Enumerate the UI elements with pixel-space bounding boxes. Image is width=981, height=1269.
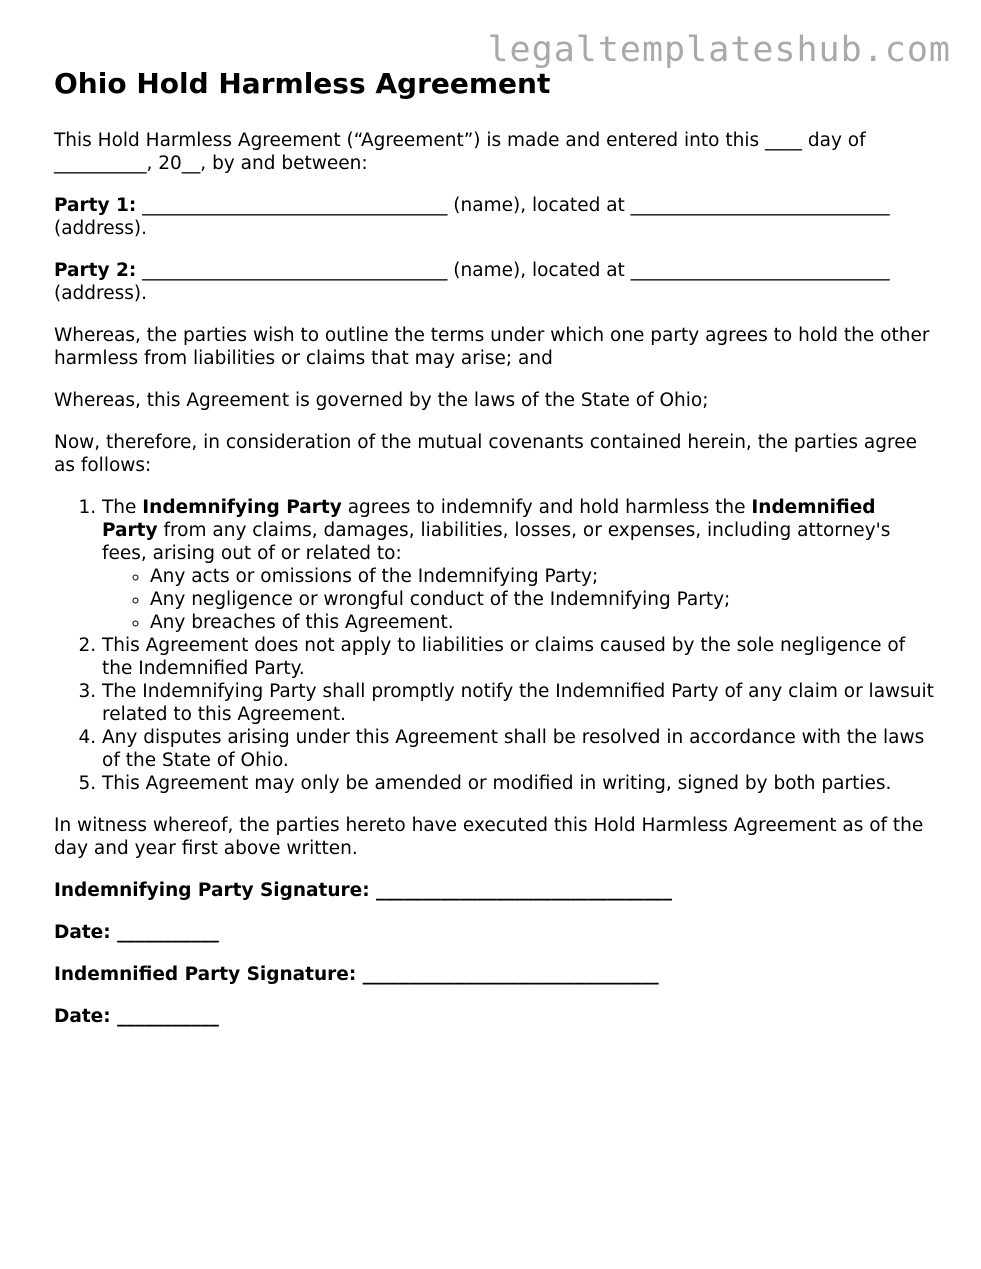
document-title: Ohio Hold Harmless Agreement xyxy=(54,67,551,100)
party-2-line xyxy=(54,259,934,305)
sub-item: ◦ Any negligence or wrongful conduct of the Indemnifying Party; xyxy=(150,588,934,611)
clause-1 xyxy=(102,496,934,634)
clause-1-sublist xyxy=(102,565,934,634)
clause-1-text-b: agrees to indemnify and hold harmless the xyxy=(341,497,752,518)
whereas-paragraph-2: Whereas, this Agreement is governed by the laws of the State of Ohio; xyxy=(54,390,709,411)
clause-1-indemnified-party: Indemnified Party xyxy=(102,497,876,541)
party-1-text: _________________________________ (name), located at ____________________________ (address). xyxy=(54,195,890,239)
document-body xyxy=(54,66,934,1047)
now-therefore-paragraph: Now, therefore, in consideration of the mutual covenants contained herein, the parties agree as follows: xyxy=(54,432,917,476)
clause-1-indemnifying-party: Indemnifying Party xyxy=(142,497,342,518)
party-1-line xyxy=(54,194,934,240)
party-2-label: Party 2: xyxy=(54,260,137,281)
whereas-paragraph-1: Whereas, the parties wish to outline the terms under which one party agrees to hold the other harmless from liabilities or claims that may arise; and xyxy=(54,325,930,369)
party-1-label: Party 1: xyxy=(54,195,137,216)
date-line-1: Date: ___________ xyxy=(54,922,219,943)
intro-paragraph: This Hold Harmless Agreement (“Agreement”) is made and entered into this ____ day of __________, 20__, by and between: xyxy=(54,130,866,174)
clause-3: 3. The Indemnifying Party shall promptly notify the Indemnified Party of any claim or lawsuit related to this Agreement. xyxy=(102,680,934,726)
witness-paragraph: In witness whereof, the parties hereto have executed this Hold Harmless Agreement as of the day and year first above written. xyxy=(54,815,924,859)
indemnifying-party-signature: Indemnifying Party Signature: ________________________________ xyxy=(54,880,673,901)
sub-item: ◦ Any breaches of this Agreement. xyxy=(150,611,934,634)
clause-1-text-c: from any claims, damages, liabilities, losses, or expenses, including attorney's fees, arising out of or related to: xyxy=(102,520,891,564)
clauses-list xyxy=(54,496,934,795)
party-2-text: _________________________________ (name), located at ____________________________ (address). xyxy=(54,260,890,304)
watermark: legaltemplateshub.com xyxy=(487,30,951,70)
sub-item: ◦ Any acts or omissions of the Indemnifying Party; xyxy=(150,565,934,588)
clause-2: 2. This Agreement does not apply to liabilities or claims caused by the sole negligence of the Indemnified Party. xyxy=(102,634,934,680)
clause-4: 4. Any disputes arising under this Agreement shall be resolved in accordance with the laws of the State of Ohio. xyxy=(102,726,934,772)
indemnified-party-signature: Indemnified Party Signature: ________________________________ xyxy=(54,964,659,985)
clause-5: 5. This Agreement may only be amended or modified in writing, signed by both parties. xyxy=(102,772,934,795)
clause-1-text-a: The xyxy=(102,497,143,518)
date-line-2: Date: ___________ xyxy=(54,1006,219,1027)
